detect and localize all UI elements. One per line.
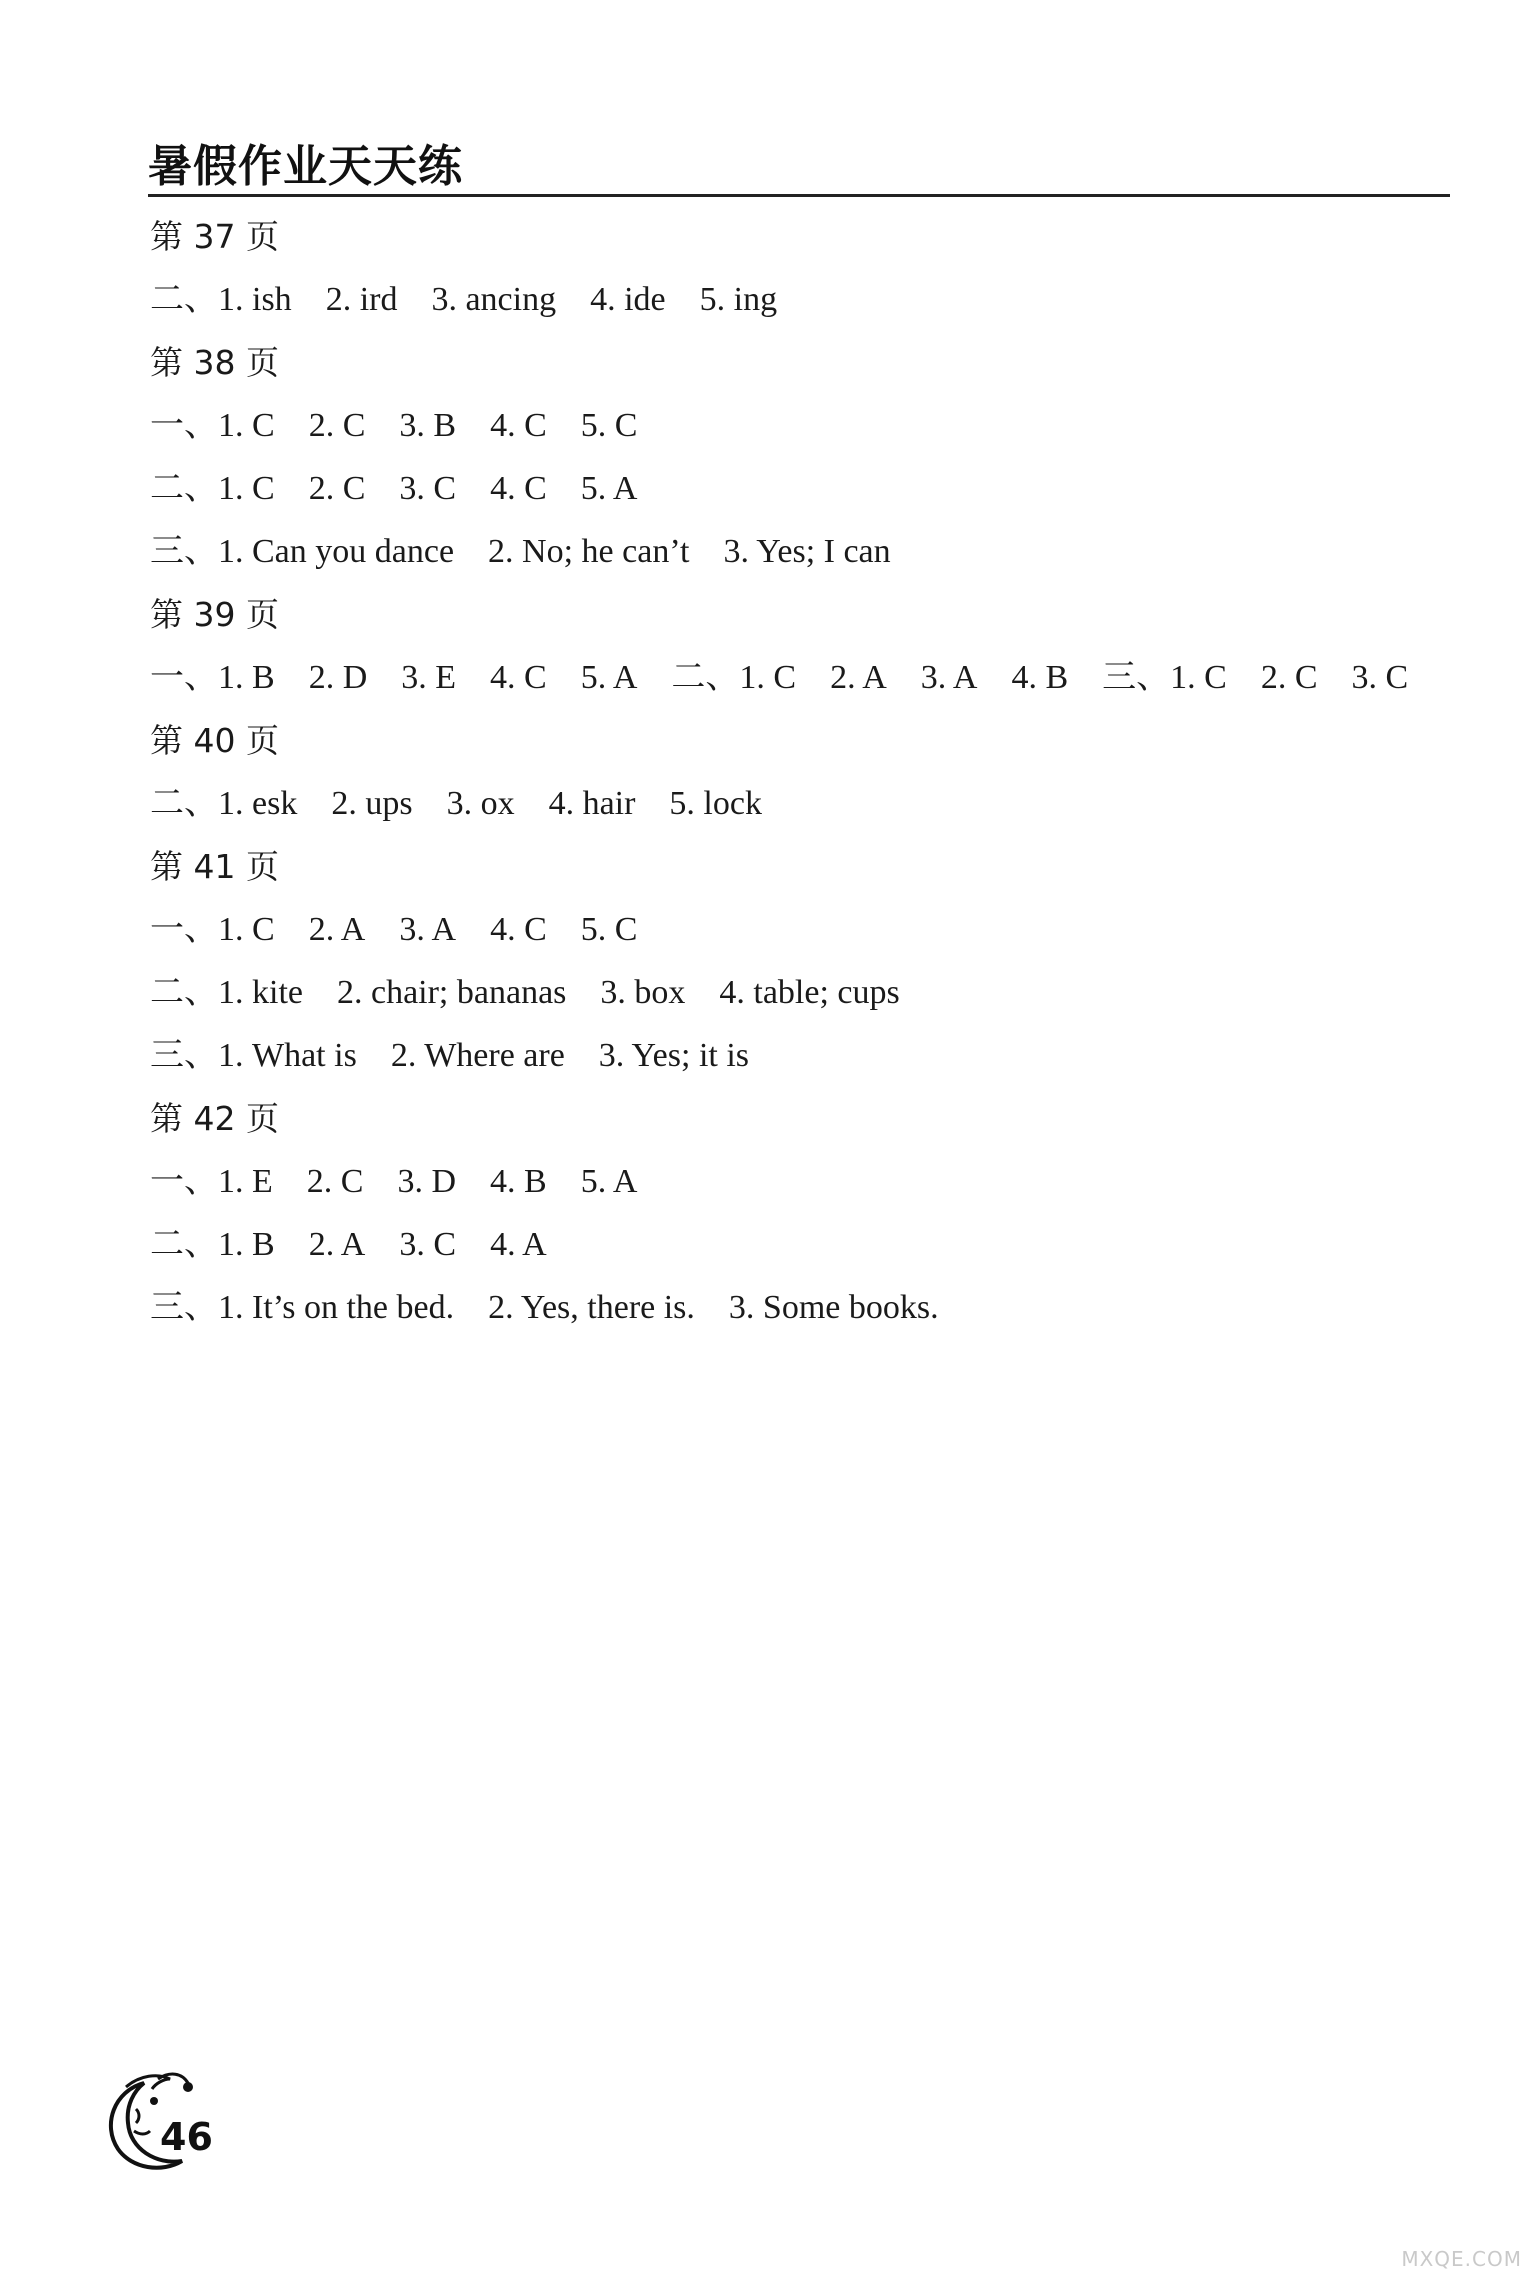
answer-item: 5. C <box>580 911 638 948</box>
answer-item: 5. C <box>580 407 638 444</box>
answer-line <box>150 646 1470 709</box>
answer-item: 二、1. esk <box>150 785 298 822</box>
answer-item: 2. A <box>308 911 366 948</box>
page-number: 46 <box>160 2115 213 2159</box>
answer-line <box>150 457 1470 520</box>
answer-item: 2. C <box>308 470 366 507</box>
answer-item: 3. ancing <box>431 281 557 318</box>
answer-item: 4. ide <box>590 281 666 318</box>
answer-item: 三、1. What is <box>150 1037 357 1074</box>
answer-item: 3. Some books. <box>728 1289 939 1326</box>
answer-item: 三、1. It’s on the bed. <box>150 1289 455 1326</box>
answer-item: 3. D <box>397 1163 457 1200</box>
page-section-label: 第 39 页 <box>150 595 279 634</box>
answer-item: 3. ox <box>446 785 515 822</box>
answer-item: 2. C <box>306 1163 364 1200</box>
answer-item: 2. Yes, there is. <box>488 1289 695 1326</box>
answer-item: 3. A <box>399 911 457 948</box>
answer-item: 2. A <box>830 659 887 696</box>
answer-item: 2. D <box>308 659 368 696</box>
answer-item: 2. C <box>308 407 366 444</box>
answer-item: 二、1. B <box>150 1226 275 1263</box>
answer-item: 5. A <box>580 470 638 507</box>
answer-item: 一、1. C <box>150 911 275 948</box>
answer-item: 2. chair; bananas <box>336 974 567 1011</box>
answer-item: 3. Yes; it is <box>598 1037 750 1074</box>
answer-line <box>150 898 1470 961</box>
answer-item: 一、1. E <box>150 1163 273 1200</box>
page-section-label: 第 38 页 <box>150 343 279 382</box>
answer-item: 3. C <box>399 470 457 507</box>
answer-item: 3. box <box>600 974 686 1011</box>
answer-item: 4. table; cups <box>719 974 900 1011</box>
answer-item: 二、1. ish <box>150 281 292 318</box>
answer-item: 2. No; he can’t <box>488 533 690 570</box>
answer-line <box>150 520 1470 583</box>
answer-item: 二、1. C <box>150 470 275 507</box>
answer-item: 2. A <box>308 1226 366 1263</box>
answer-item: 4. C <box>490 659 547 696</box>
page-header <box>148 128 1450 197</box>
answer-item: 4. A <box>490 1226 547 1263</box>
answer-content <box>150 205 1470 1339</box>
answer-line <box>150 961 1470 1024</box>
answer-line <box>150 1024 1470 1087</box>
answer-item: 3. C <box>399 1226 457 1263</box>
book-title: 暑假作业天天练 <box>148 141 463 192</box>
answer-item: 2. ird <box>325 281 398 318</box>
answer-item: 4. C <box>490 470 547 507</box>
answer-item: 二、1. C <box>671 659 797 696</box>
answer-line <box>150 394 1470 457</box>
answer-item: 4. B <box>490 1163 547 1200</box>
watermark-text: MXQE.COM <box>1401 2247 1522 2271</box>
page-number-badge <box>96 2065 216 2175</box>
answer-item: 4. B <box>1011 659 1069 696</box>
answer-item: 2. C <box>1260 659 1318 696</box>
answer-line <box>150 1276 1470 1339</box>
answer-item: 3. C <box>1351 659 1409 696</box>
site-watermark <box>1332 2187 1522 2271</box>
answer-item: 二、1. kite <box>150 974 303 1011</box>
answer-item: 5. ing <box>699 281 778 318</box>
answer-item: 3. A <box>920 659 978 696</box>
answer-line <box>150 772 1470 835</box>
answer-item: 3. E <box>401 659 457 696</box>
answer-item: 5. A <box>580 659 638 696</box>
answer-item: 4. C <box>490 407 547 444</box>
answer-line <box>150 1150 1470 1213</box>
answer-item: 3. B <box>399 407 457 444</box>
answer-item: 4. C <box>490 911 547 948</box>
answer-item: 三、1. C <box>1102 659 1227 696</box>
answer-item: 一、1. C <box>150 407 275 444</box>
page-section-label: 第 42 页 <box>150 1099 279 1138</box>
answer-item: 2. Where are <box>390 1037 565 1074</box>
answer-item: 一、1. B <box>150 659 275 696</box>
answer-item: 5. lock <box>669 785 762 822</box>
answer-item: 2. ups <box>331 785 413 822</box>
page-section-label: 第 41 页 <box>150 847 279 886</box>
page-section-label: 第 37 页 <box>150 217 279 256</box>
answer-item: 三、1. Can you dance <box>150 533 455 570</box>
page-section-label: 第 40 页 <box>150 721 279 760</box>
answer-line <box>150 268 1470 331</box>
answer-item: 4. hair <box>548 785 636 822</box>
answer-item: 5. A <box>580 1163 638 1200</box>
answer-line <box>150 1213 1470 1276</box>
answer-item: 3. Yes; I can <box>723 533 891 570</box>
